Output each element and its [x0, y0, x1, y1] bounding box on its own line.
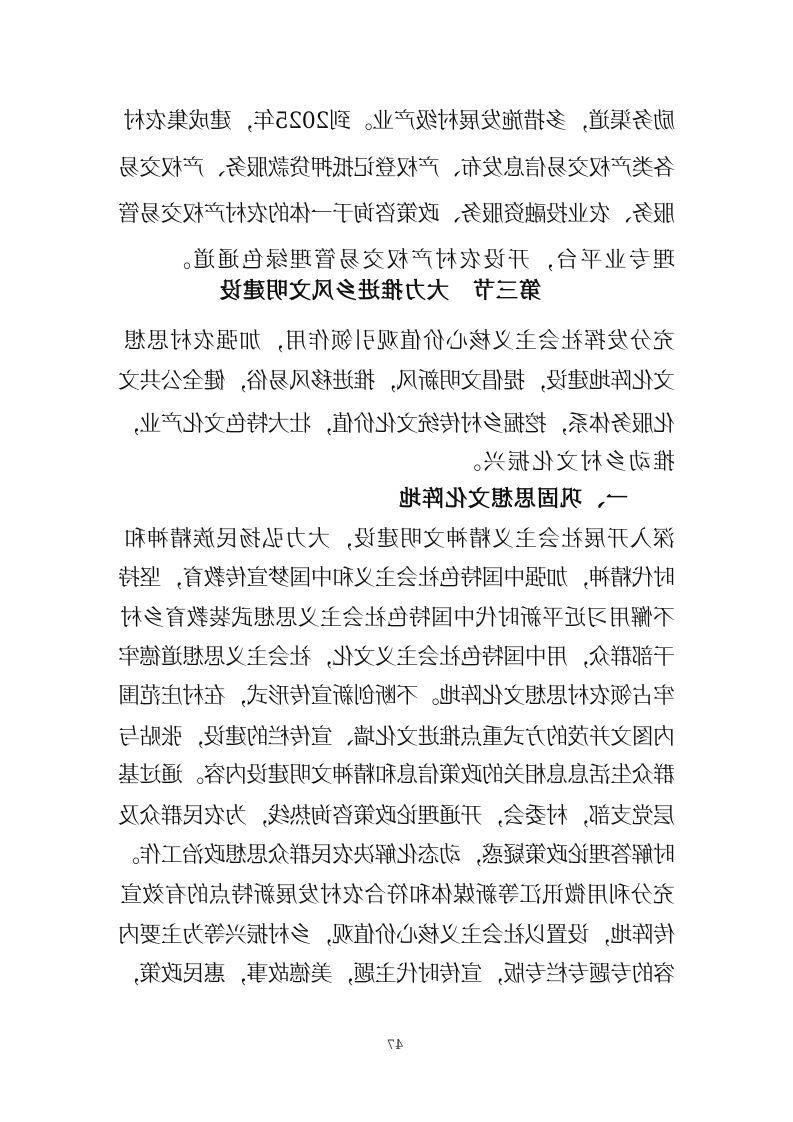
body-line-9: 时解答理论政策疑惑，动态化解决农民群众思想政治工作。: [118, 843, 675, 868]
body-line-8: 层党支部，村委会，开通理论政策咨询热线，为农民群众及: [118, 804, 675, 829]
section-line-3: 化服务体系，挖掘乡村传统文化价值，壮大特色文化产业，: [118, 412, 675, 437]
body-line-6: 内图文并茂的方式重点推进文化墙、宣传栏的建设，张贴与: [118, 725, 675, 750]
section-line-1: 充分发挥社会主义核心价值观引领作用，加强农村思想: [122, 329, 675, 354]
intro-line-2: 各类产权交易信息发布、产权登记抵押贷款服务、产权交易: [118, 156, 675, 181]
body-line-4: 干部群众，用中国特色社会主义文化，社会主义思想道德牢: [118, 645, 675, 670]
body-line-2: 时代精神，加强中国特色社会主义和中国梦宣传教育，坚持: [118, 566, 675, 591]
body-line-11: 传阵地，设置以社会主义核心价值观，乡村振兴等为主要内: [118, 923, 675, 948]
body-line-12: 容的专题专栏专版，宣传时代主题，美德故事，惠民政策，: [118, 962, 675, 987]
subsection-title: 一、巩固思想文化阵地: [397, 486, 628, 512]
body-line-7: 群众生活息息相关的政策信息和精神文明建设内容。通过基: [118, 763, 675, 788]
body-line-1: 深入开展社会主义精神文明建设，大力弘扬民族精神和: [122, 527, 675, 552]
body-line-5: 牢占领农村思想文化阵地。不断创新宣传形式，在村庄范围: [118, 684, 675, 709]
section-line-4: 推动乡村文化振兴。: [457, 450, 675, 475]
intro-line-1: 励务渠道，多措施发展村级产业。到2025年，建成集农村: [123, 109, 675, 134]
section-line-2: 文化阵地建设，提倡文明新风，推进移风易俗，健全公共文: [118, 369, 675, 394]
intro-line-3: 服务、农业投融资服务、政策咨询于一体的农村产权交易管: [118, 202, 675, 227]
body-line-3: 不懈用习近平新时代中国特色社会主义思想武装教育乡村: [119, 606, 675, 631]
intro-line-4: 理专业平台，开设农村产权交易管理绿色通道。: [166, 248, 675, 273]
body-line-10: 充分利用微讯江等新媒体和符合农村发展新特点的有效宣: [119, 883, 675, 908]
section-title: 第三节 大力推进乡风文明建设: [218, 278, 541, 304]
page-number: 47: [386, 1038, 404, 1053]
